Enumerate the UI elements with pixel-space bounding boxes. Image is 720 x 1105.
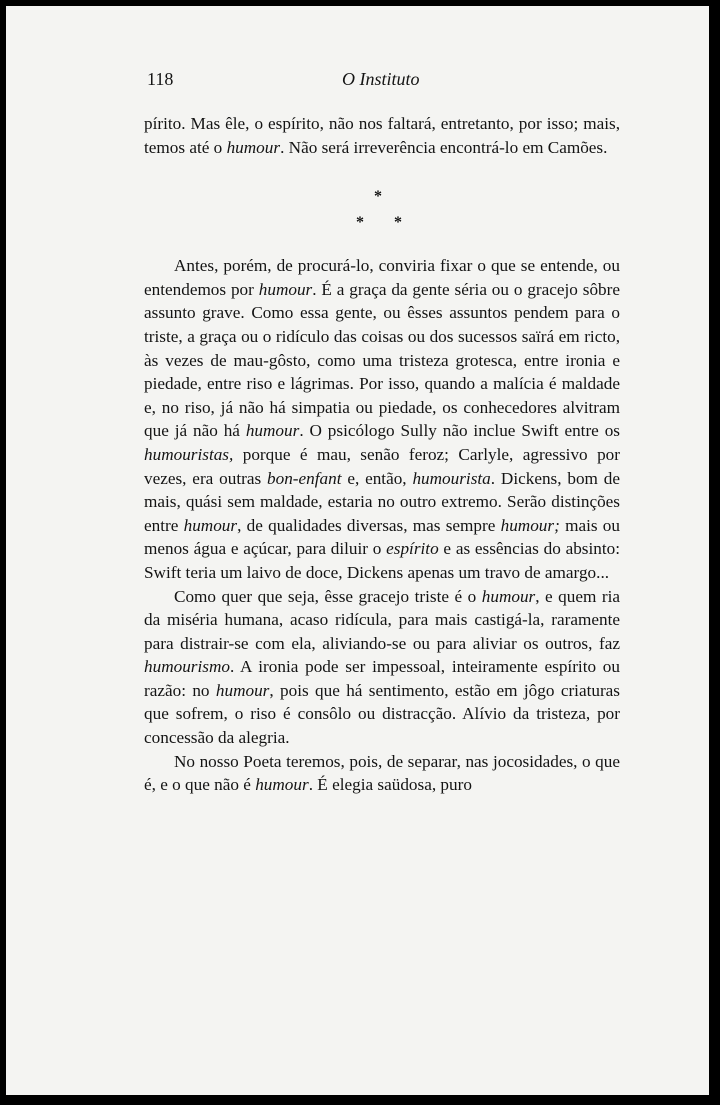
page-number: 118 <box>147 69 174 89</box>
italic-term: humouristas, <box>144 444 234 464</box>
page-header <box>144 68 620 94</box>
body-text <box>144 112 620 797</box>
page-sheet <box>6 6 709 1095</box>
text-run: mais ou menos água e açúcar, para diluir o <box>144 515 620 559</box>
asterisk-left: * <box>356 214 364 232</box>
text-run: porque é mau, senão feroz; Carlyle, agressivo por vezes, era outras <box>144 444 620 488</box>
italic-term: humour <box>481 586 536 606</box>
italic-term: humour <box>255 775 309 795</box>
italic-term: humour <box>183 515 238 535</box>
asterisk-right: * <box>394 214 402 232</box>
italic-term: humourismo <box>144 657 230 677</box>
italic-term: humour; <box>500 515 560 535</box>
text-run: . É a graça da gente séria ou o gracejo sôbre assunto grave. Como essa gente, ou êsses assuntos pendem para o triste, a graça ou o ridículo das coisas ou dos sucessos saïrá em ricto, às vezes de mau-gôsto, como uma tristeza grotesca, entre ironia e piedade, entre riso e lágrimas. Por isso, quando a malícia é maldade e, no riso, já não há simpatia ou piedade, os conhecedores alvitram que já não há <box>144 279 620 441</box>
italic-term: humour <box>245 421 300 441</box>
paragraph-4 <box>144 750 620 797</box>
text-run: No nosso Poeta teremos, pois, de separar, nas jocosidades, o que é, e o que não é <box>144 751 620 795</box>
text-run: e, então, <box>341 468 413 488</box>
text-run: Antes, porém, de procurá-lo, conviria fixar o que se entende, ou entendemos por <box>144 256 620 299</box>
italic-term: humour <box>215 680 270 700</box>
text-run: pírito. Mas êle, o espírito, não nos faltará, entretanto, por isso; mais, temos até o <box>144 114 620 157</box>
text-run: . A ironia pode ser impessoal, inteiramente espírito ou razão: no <box>144 657 620 700</box>
italic-term: humour <box>258 279 313 299</box>
text-run: e as essências do absinto: Swift teria um laivo de doce, Dickens apenas um travo de amargo... <box>144 539 620 582</box>
asterism-separator <box>144 159 620 254</box>
text-run: , de qualidades diversas, mas sempre <box>237 515 501 535</box>
italic-term: bon-enfant <box>267 468 342 488</box>
italic-term: espírito <box>386 539 439 559</box>
paragraph-1 <box>144 112 620 159</box>
italic-term: humourista <box>412 468 491 488</box>
text-run: . Dickens, bom de mais, quási sem maldade, estaria no outro extremo. Serão distinções entre <box>144 468 620 535</box>
text-run: Como quer que seja, êsse gracejo triste é o <box>174 586 482 606</box>
text-run: . É elegia saüdosa, puro <box>308 775 472 795</box>
text-run: . Não será irreverência encontrá-lo em Camões. <box>280 137 608 157</box>
text-run: . O psicólogo Sully não inclue Swift entre os <box>299 421 620 441</box>
asterisk-top: * <box>374 188 382 206</box>
text-run: , e quem ria da miséria humana, acaso ridícula, para mais castigá-la, raramente para distrair-se com ela, aliviando-se ou para aliviar os outros, faz <box>144 586 620 653</box>
paragraph-2 <box>144 254 620 584</box>
text-run: , pois que há sentimento, estão em jôgo criaturas que sofrem, o riso é consôlo ou distracção. Alívio da tristeza, por concessão da alegria. <box>144 680 620 748</box>
italic-term: humour <box>226 137 281 157</box>
running-title: O Instituto <box>342 69 420 89</box>
paragraph-3 <box>144 585 620 750</box>
